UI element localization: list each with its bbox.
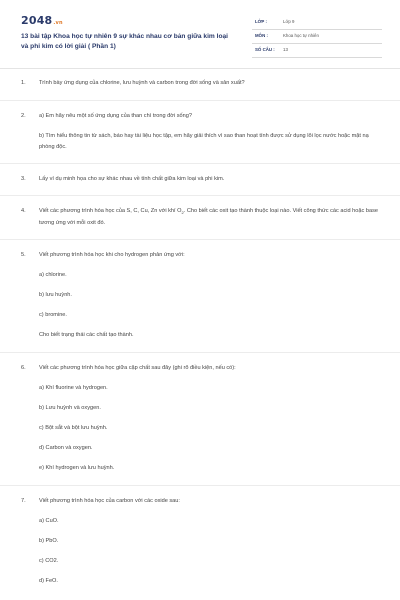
question-2 bbox=[0, 111, 400, 122]
question-number: 4. bbox=[21, 208, 26, 214]
question-number: 6. bbox=[21, 365, 26, 372]
question-note: Cho biết trạng thái các chất tạo thành. bbox=[39, 332, 134, 339]
answer-option: c) CO2. bbox=[39, 558, 59, 565]
question-1 bbox=[0, 78, 400, 89]
question-number: 3. bbox=[21, 176, 26, 182]
answer-option: a) Khí fluorine và hydrogen. bbox=[39, 385, 108, 392]
question-part: b) Tìm hiểu thông tin từ sách, báo hay tài liệu học tập, em hãy giải thích vì sao than hoạt tính được sử dụng lõi lọc nước hoặc mặt nạ phòng độc. bbox=[39, 133, 369, 150]
answer-option: d) FeO. bbox=[39, 578, 58, 585]
header-divider bbox=[0, 68, 400, 69]
question-list bbox=[0, 78, 400, 587]
question-number: 5. bbox=[21, 252, 26, 259]
question-separator bbox=[0, 163, 400, 164]
question-text: Viết các phương trình hóa học giữa cặp chất sau đây (ghi rõ điều kiện, nếu có): bbox=[39, 365, 236, 372]
answer-option: e) Khí hydrogen và lưu huỳnh. bbox=[39, 465, 115, 472]
question-3 bbox=[0, 174, 400, 185]
answer-option: b) Lưu huỳnh và oxygen. bbox=[39, 405, 101, 412]
meta-label: MÔN : bbox=[255, 33, 268, 38]
question-number: 1. bbox=[21, 80, 26, 86]
meta-value: Lớp 9 bbox=[283, 19, 295, 24]
question-separator bbox=[0, 100, 400, 101]
subscript: 2 bbox=[181, 210, 184, 216]
question-4 bbox=[0, 206, 400, 229]
logo-tld: .vn bbox=[53, 20, 63, 26]
answer-option: a) chlorine. bbox=[39, 272, 67, 279]
question-separator bbox=[0, 352, 400, 353]
question-text: a) Em hãy nêu một số ứng dụng của than chì trong đời sống? bbox=[39, 113, 192, 119]
question-separator bbox=[0, 239, 400, 240]
question-text-continued: . Cho biết các oxit tạo thành thuộc loại nào. Viết công thức các acid hoặc base tương ứng với mỗi oxit đó. bbox=[39, 208, 378, 227]
page-header bbox=[0, 0, 400, 62]
answer-option: b) PbO. bbox=[39, 538, 59, 545]
site-logo[interactable] bbox=[21, 14, 63, 27]
meta-row-count bbox=[252, 44, 382, 58]
answer-option: c) bromine. bbox=[39, 312, 67, 319]
meta-row-grade bbox=[252, 16, 382, 30]
question-number: 2. bbox=[21, 113, 26, 119]
question-text: Viết phương trình hóa học khi cho hydrogen phản ứng với: bbox=[39, 252, 185, 259]
question-number: 7. bbox=[21, 498, 26, 505]
document-title: 13 bài tập Khoa học tự nhiên 9 sự khác nhau cơ bản giữa kim loại và phi kim có lời giải ( Phần 1) bbox=[21, 33, 228, 50]
meta-value: Khoa học tự nhiên bbox=[283, 33, 319, 38]
question-text: Viết phương trình hóa học của carbon với các oxide sau: bbox=[39, 498, 180, 505]
meta-label: LỚP : bbox=[255, 19, 267, 24]
meta-value: 13 bbox=[283, 47, 288, 52]
answer-option: b) lưu huỳnh. bbox=[39, 292, 72, 299]
question-7 bbox=[0, 496, 400, 507]
question-5 bbox=[0, 250, 400, 261]
meta-label: SỐ CÂU : bbox=[255, 47, 275, 52]
meta-row-subject bbox=[252, 30, 382, 44]
question-separator bbox=[0, 195, 400, 196]
meta-table bbox=[252, 16, 382, 58]
answer-option: a) CuO. bbox=[39, 518, 59, 525]
question-6 bbox=[0, 363, 400, 374]
logo-text: 2048 bbox=[21, 14, 53, 27]
answer-option: c) Bột sắt và bột lưu huỳnh. bbox=[39, 425, 108, 432]
question-text: Trình bày ứng dụng của chlorine, lưu huỳnh và carbon trong đời sống và sản xuất? bbox=[39, 80, 245, 86]
question-separator bbox=[0, 485, 400, 486]
question-text: Viết các phương trình hóa học của S, C, Cu, Zn với khí O bbox=[39, 208, 182, 214]
answer-option: d) Carbon và oxygen. bbox=[39, 445, 93, 452]
question-text: Lấy ví dụ minh họa cho sự khác nhau về tính chất giữa kim loại và phi kim. bbox=[39, 176, 225, 182]
